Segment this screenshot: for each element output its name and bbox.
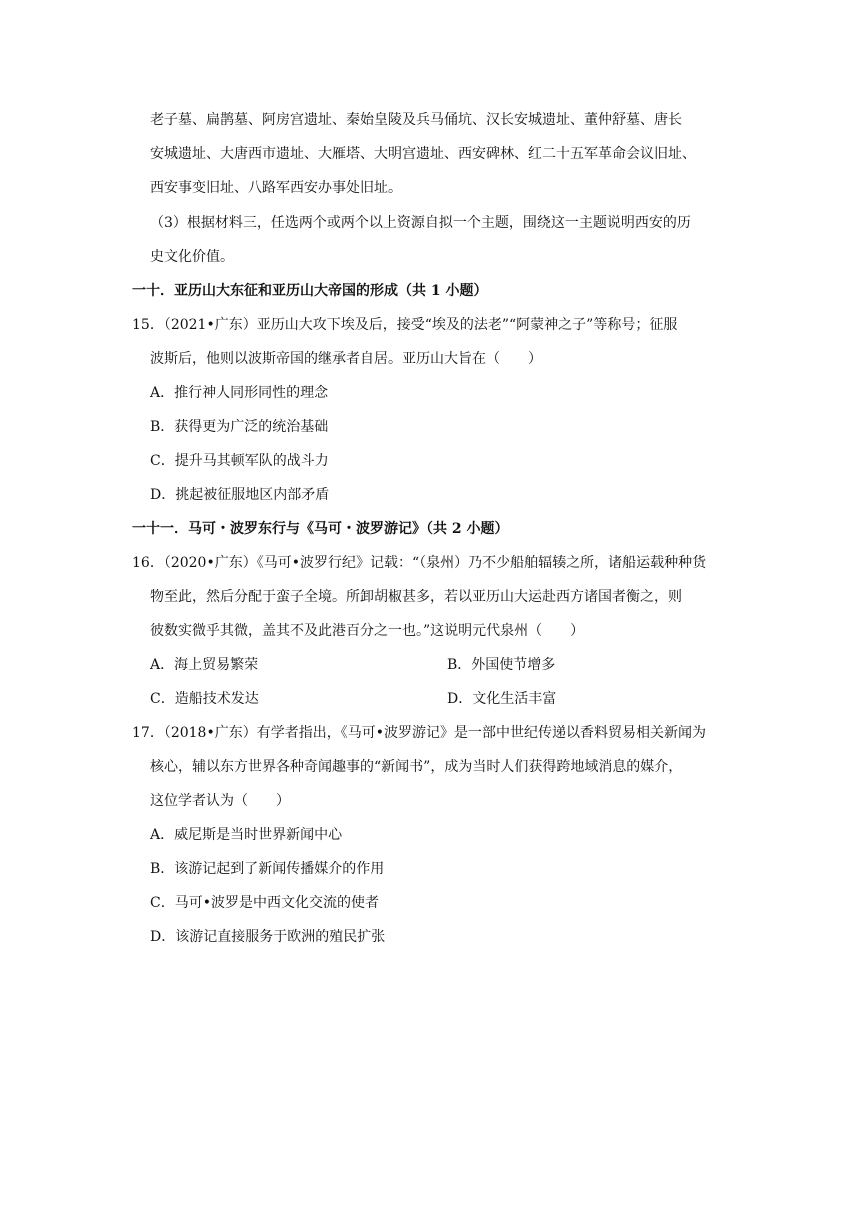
- option-c: C．造船技术发达: [150, 691, 259, 707]
- option-c: C．提升马其顿军队的战斗力: [150, 453, 329, 469]
- question-16-stem: 16．（2020•广东）《马可•波罗行纪》记载：“（泉州）乃不少船舶辐辏之所，诸船运载种种货: [132, 555, 707, 571]
- question-17-stem: 17．（2018•广东）有学者指出，《马可•波罗游记》是一部中世纪传递以香料贸易相关新闻为: [132, 725, 706, 741]
- question-16-stem: 彼数实微乎其微，盖其不及此港百分之一也。”这说明元代泉州（ ）: [150, 623, 585, 639]
- option-b: B．外国使节增多: [447, 657, 556, 673]
- question-16-stem: 物至此，然后分配于蛮子全境。所卸胡椒甚多，若以亚历山大运赴西方诸国者衡之，则: [150, 589, 682, 605]
- option-b: B．获得更为广泛的统治基础: [150, 419, 329, 435]
- option-d: D．文化生活丰富: [447, 691, 557, 707]
- option-b: B．该游记起到了新闻传播媒介的作用: [150, 861, 385, 877]
- section-heading: 一十．亚历山大东征和亚历山大帝国的形成（共 1 小题）: [132, 283, 488, 299]
- option-d: D．挑起被征服地区内部矛盾: [150, 487, 330, 503]
- material-line: 西安事变旧址、八路军西安办事处旧址。: [150, 180, 402, 196]
- option-c: C．马可•波罗是中西文化交流的使者: [150, 895, 379, 911]
- section-heading: 一十一．马可・波罗东行与《马可・波罗游记》（共 2 小题）: [132, 521, 509, 537]
- option-a: A．推行神人同形同性的理念: [150, 385, 329, 401]
- question-3-text: 史文化价值。: [150, 249, 234, 265]
- material-line: 安城遗址、大唐西市遗址、大雁塔、大明宫遗址、西安碑林、红二十五军革命会议旧址、: [150, 146, 696, 162]
- option-d: D．该游记直接服务于欧洲的殖民扩张: [150, 929, 386, 945]
- question-17-stem: 这位学者认为（ ）: [150, 793, 290, 809]
- question-15-stem: 波斯后，他则以波斯帝国的继承者自居。亚历山大旨在（ ）: [150, 351, 542, 367]
- question-17-stem: 核心，辅以东方世界各种奇闻趣事的“新闻书”，成为当时人们获得跨地域消息的媒介，: [150, 759, 683, 775]
- material-line: 老子墓、扁鹊墓、阿房宫遗址、秦始皇陵及兵马俑坑、汉长安城遗址、董仲舒墓、唐长: [150, 112, 682, 128]
- option-a: A．海上贸易繁荣: [150, 657, 259, 673]
- option-a: A．威尼斯是当时世界新闻中心: [150, 827, 343, 843]
- question-3-text: （3）根据材料三，任选两个或两个以上资源自拟一个主题，围绕这一主题说明西安的历: [150, 215, 691, 231]
- question-15-stem: 15．（2021•广东）亚历山大攻下埃及后，接受“埃及的法老”“阿蒙神之子”等称号；征服: [132, 317, 678, 333]
